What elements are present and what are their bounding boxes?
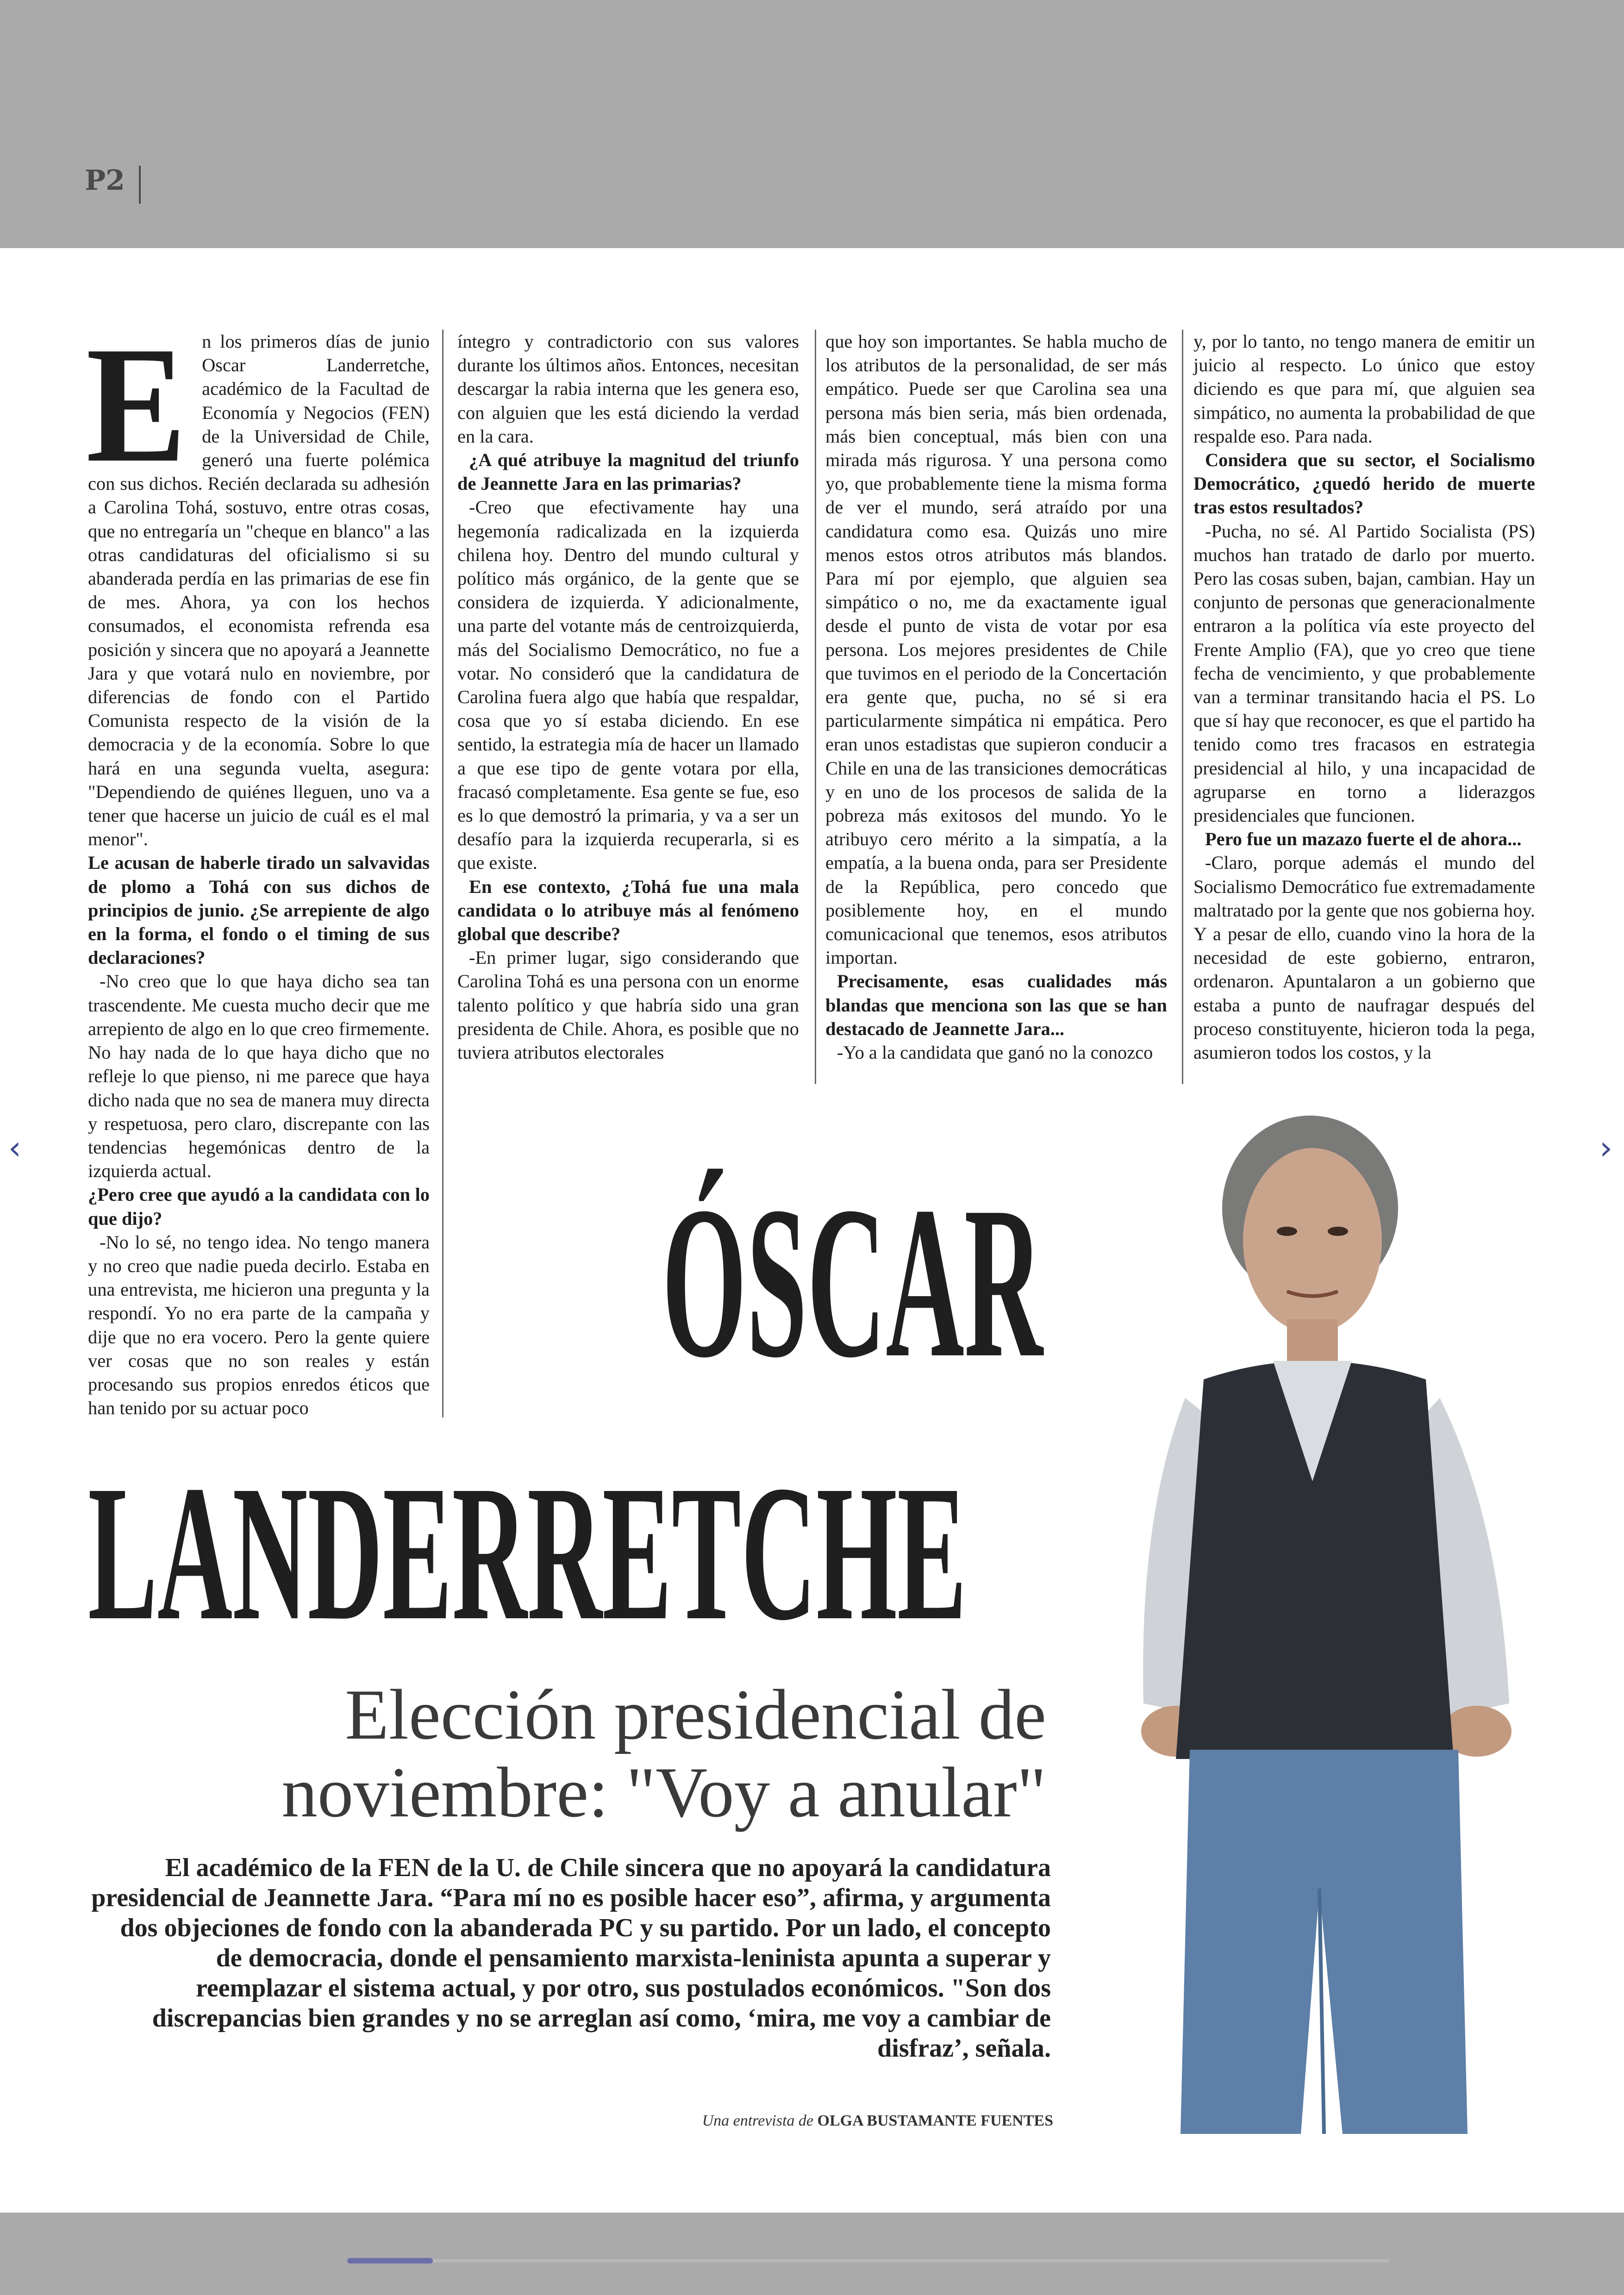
byline [463,2112,1053,2130]
interview-question: Pero fue un mazazo fuerte el de ahora... [1205,829,1522,850]
article-column-4 [1193,330,1535,1064]
article-paragraph: -Claro, porque además el mundo del Socialismo Democrático fue extremadamente maltratado por la gente que nos gobierna hoy. Y a pesar de ello, cuando vino la hora de la necesidad de este gobierno, entraron, ordenaron. Apuntalaron a un gobierno que estaba a punto de naufragar después del proceso constituyente, hicieron toda la pega, asumieron todos los costos, y la [1193,852,1535,1063]
article-column-2 [457,330,799,1064]
article-paragraph: n los primeros días de junio Oscar Landerretche, académico de la Facultad de Economía y Negocios (FEN) de la Universidad de Chile, generó una fuerte polémica con sus dichos. Recién declarada su adhesión a Carolina Tohá, sostuvo, entre otras cosas, que no entregaría un "cheque en blanco" a las otras candidaturas del oficialismo si su abanderada perdía en las primarias de ese fin de mes. Ahora, ya con los hechos consumados, el economista refrenda esa posición y sincera que no apoyará a Jeannette Jara y que votará nulo en noviembre, por diferencias de fondo con el Partido Comunista respecto de la visión de la democracia y de la economía. Sobre lo que hará en una segunda vuelta, asegura: "Dependiendo de quiénes lleguen, uno va a tener que hacerse un juicio de cuál es el mal menor". [88,331,430,850]
interview-question: Le acusan de haberle tirado un salvavidas de plomo a Tohá con sus dichos de principios de junio. ¿Se arrepiente de algo en la forma, el fondo o el timing de sus declaraciones? [88,852,430,968]
article-paragraph: -Yo a la candidata que ganó no la conozco [837,1042,1153,1063]
drop-cap: E [86,312,187,497]
article-paragraph: -No creo que lo que haya dicho sea tan trascendente. Me cuesta mucho decir que me arrepiento de algo en lo que creo firmemente. No hay nada de lo que haya dicho que no refleje lo que pienso, ni me parece que haya dicho nada que no sea de manera muy directa y respetuosa, pero claro, discrepante con las tendencias hegemónicas dentro de la izquierda actual. [88,971,430,1182]
interview-question: ¿Pero cree que ayudó a la candidata con lo que dijo? [88,1184,430,1229]
article-paragraph: -No lo sé, no tengo idea. No tengo manera y no creo que nadie pueda decirlo. Estaba en una entrevista, me hicieron una pregunta y la respondí. Yo no era parte de la campaña y dije que no era vocero. Pero la gente quiere ver cosas que no son reales y están procesando sus propios enredos éticos que han tenido por su actuar poco [88,1231,430,1419]
byline-prefix: Una entrevista de [702,2112,814,2129]
interview-question: Precisamente, esas cualidades más blandas que menciona son las que se han destacado de Jeannette Jara... [825,971,1167,1039]
chevron-right-icon[interactable]: › [1599,1129,1612,1167]
article-paragraph: -Creo que efectivamente hay una hegemonía radicalizada en la izquierda chilena hoy. Dentro del mundo cultural y político más orgánico, de la gente que se considera de izquierda. Y adicionalmente, una parte del votante más de centroizquierda, más del Socialismo Democrático, no fue a votar. No consideró que la candidatura de Carolina fuera algo que había que respaldar, cosa que yo sí estaba diciendo. En ese sentido, la estrategia mía de hacer un llamado a que ese tipo de gente votara por ella, fracasó completamente. Esa gente se fue, eso es lo que demostró la primaria, y va a ser un desafío para la izquierda recuperarla, si es que existe. [457,497,799,873]
page-number: P2 [85,164,125,197]
interview-question: ¿A qué atribuye la magnitud del triunfo de Jeannette Jara en las primarias? [457,449,799,494]
byline-author: OLGA BUSTAMANTE FUENTES [817,2112,1053,2129]
column-divider [442,330,443,1417]
article-paragraph: -En primer lugar, sigo considerando que Carolina Tohá es una persona con un enorme talento político y que habría sido una gran presidenta de Chile. Ahora, es posible que no tuviera atributos electorales [457,947,799,1063]
article-paragraph: y, por lo tanto, no tengo manera de emitir un juicio al respecto. Lo único que estoy diciendo es que para mí, que alguien sea simpático, no aumenta la probabilidad de que respalde eso. Para nada. [1193,331,1535,447]
article-paragraph: íntegro y contradictorio con sus valores durante los últimos años. Entonces, necesitan descargar la rabia interna que les genera eso, con alguien que les está diciendo la verdad en la cara. [457,331,799,447]
column-divider [1182,330,1183,1084]
headline-first-name: ÓSCAR [662,1161,1043,1403]
portrait-photo [1102,1102,1555,2134]
page-scroll-track[interactable] [347,2259,1389,2262]
interview-question: Considera que su sector, el Socialismo Democrático, ¿quedó herido de muerte tras estos resultados? [1193,449,1535,518]
column-divider [815,330,816,1084]
headline-last-name: LANDERRETCHE [88,1445,967,1660]
article-column-3 [825,330,1167,1064]
article-paragraph: que hoy son importantes. Se habla mucho de los atributos de la personalidad, de ser más empático. Puede ser que Carolina sea una persona más bien seria, más bien ordenada, más bien conceptual, más bien con una mirada más rigurosa. Y una persona como yo, que probablemente tiene la misma forma de ver el mundo, será atraído por una candidatura como esa. Quizás uno mire menos estos otros atributos más blandos. Para mí por ejemplo, que alguien sea simpático o no, me da exactamente igual desde el punto de vista de votar por esa persona. Los mejores presidentes de Chile que tuvimos en el periodo de la Concertación era gente que, pucha, no sé si era particularmente simpática ni empática. Pero eran unos estadistas que supieron conducir a Chile en una de las transiciones democráticas y en uno de los procesos de salida de la pobreza más exitosos del mundo. Yo le atribuyo cero mérito a la simpatía, a la empatía, a la buena onda, para ser Presidente de la República, pero concedo que posiblemente hoy, en el mundo comunicacional que tenemos, esos atributos importan. [825,331,1167,968]
subtitle-line-2: noviembre: "Voy a anular" [281,1752,1046,1832]
bottom-toolbar [0,2213,1624,2295]
interview-question: En ese contexto, ¿Tohá fue una mala candidata o lo atribuye más al fenómeno global que describe? [457,876,799,945]
headline-subtitle [120,1676,1046,1831]
page-number-divider [139,166,141,204]
chevron-left-icon[interactable]: ‹ [8,1129,21,1167]
top-toolbar [0,0,1624,248]
subtitle-line-1: Elección presidencial de [345,1675,1046,1754]
article-paragraph: -Pucha, no sé. Al Partido Socialista (PS) muchos han tratado de darlo por muerto. Pero las cosas suben, bajan, cambian. Hay un conjunto de personas que generacionalmente entraron a la política vía este proyecto del Frente Amplio (FA), que yo creo que tiene fecha de vencimiento, y que probablemente van a terminar transitando hacia el PS. Lo que sí hay que reconocer, es que el partido ha tenido como tres fracasos en estrategia presidencial al hilo, y una incapacidad de agruparse en torno a liderazgos presidenciales que funcionen. [1193,520,1535,826]
page-scroll-thumb[interactable] [347,2258,433,2264]
article-column-1 [86,312,430,1420]
lede-paragraph: El académico de la FEN de la U. de Chile sincera que no apoyará la candidatura presidencial de Jeannette Jara. “Para mí no es posible hacer eso”, afirma, y argumenta dos objeciones de fondo con la abanderada PC y su partido. Por un lado, el concepto de democracia, donde el pensamiento marxista-leninista apunta a superar y reemplazar el sistema actual, y por otro, sus postulados económicos. "Son dos discrepancias bien grandes y no se arreglan así como, ‘mira, me voy a cambiar de disfraz’, señala. [91,1853,1051,2063]
